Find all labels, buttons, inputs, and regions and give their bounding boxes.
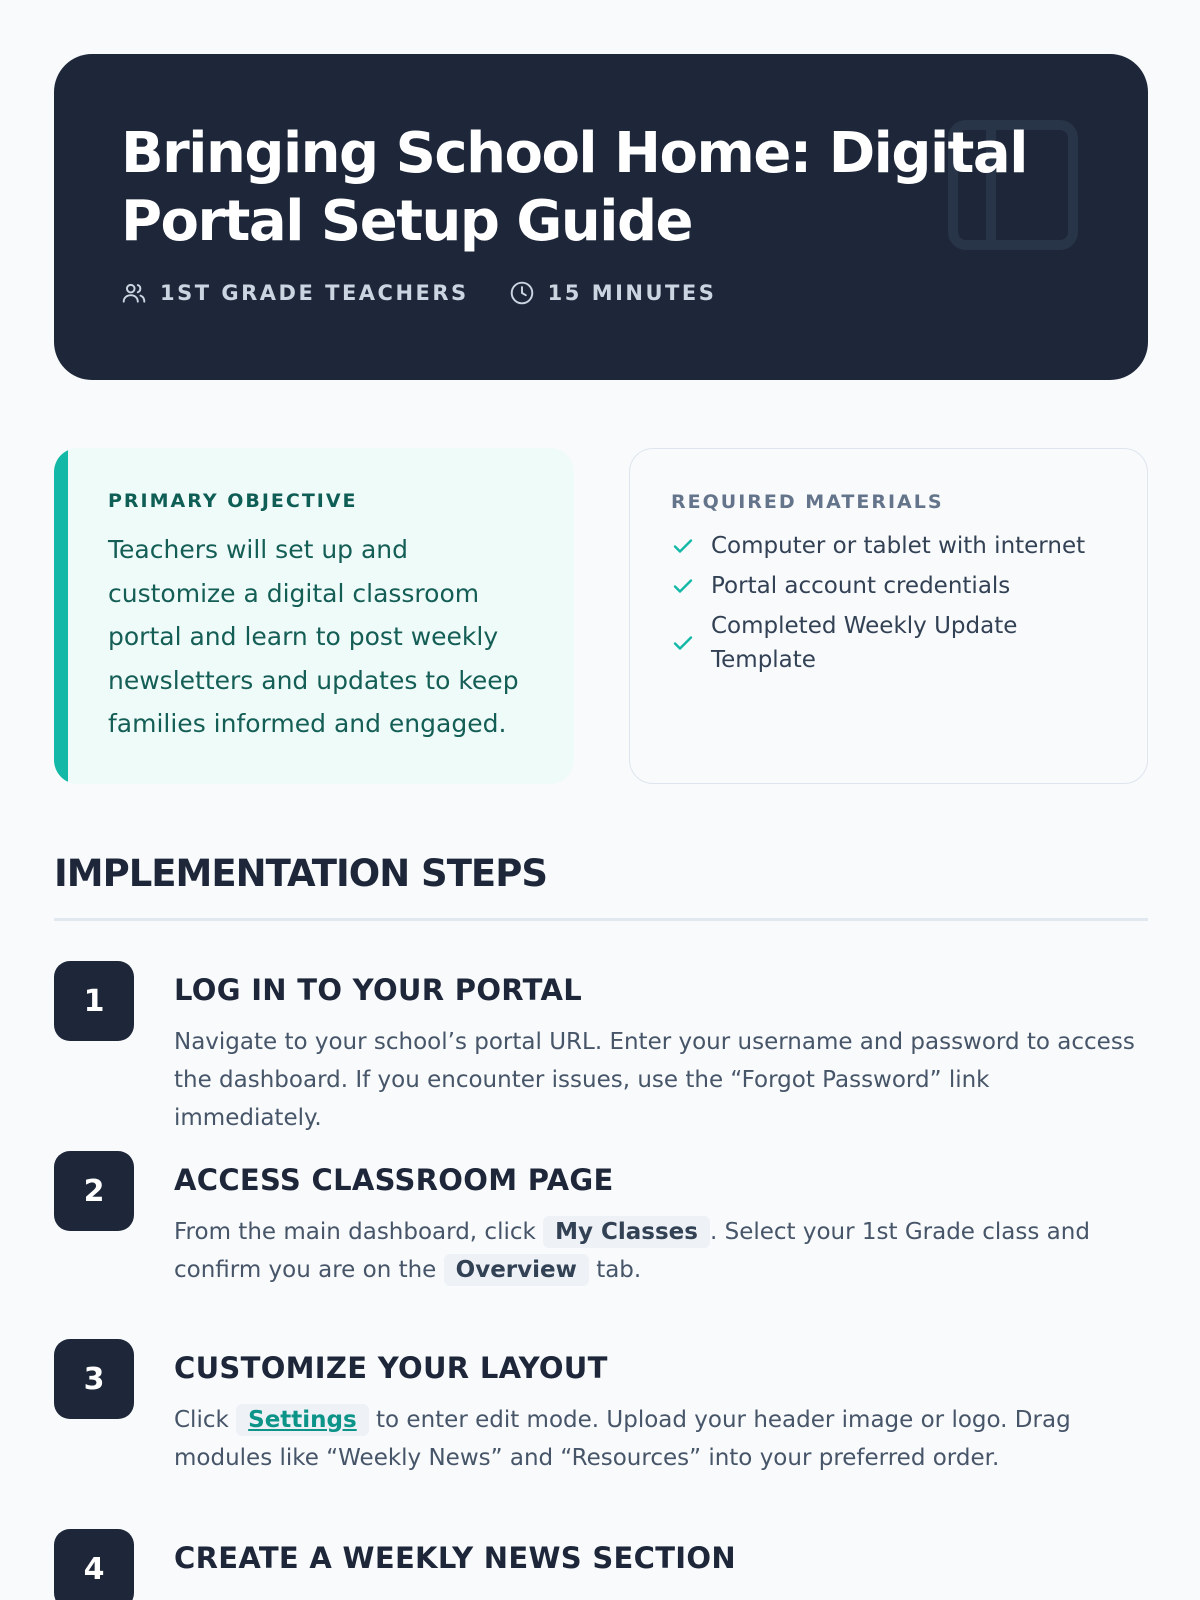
objective-card — [54, 448, 574, 784]
step-number: 1 — [54, 961, 134, 1041]
settings-link[interactable]: Settings — [236, 1404, 369, 1436]
step-description — [174, 1401, 1139, 1477]
check-icon — [671, 574, 695, 598]
objective-label: PRIMARY OBJECTIVE — [108, 490, 358, 512]
material-text: Computer or tablet with internet — [711, 533, 1086, 559]
step-description — [174, 1213, 1139, 1289]
list-item — [671, 609, 1111, 677]
step-description: Navigate to your school’s portal URL. Enter your username and password to access the dashboard. If you encounter issues, use the “Forgot Password” link immediately. — [174, 1029, 1135, 1131]
step-number: 4 — [54, 1529, 134, 1600]
step-number: 3 — [54, 1339, 134, 1419]
step-text: . Select your 1st Grade class and confirm you are on the — [174, 1219, 1090, 1283]
objective-text: Teachers will set up and customize a digital classroom portal and learn to post weekly newsletters and updates to keep families informed and engaged. — [108, 535, 519, 738]
check-icon — [671, 631, 695, 655]
overview-chip: Overview — [444, 1254, 589, 1286]
my-classes-chip: My Classes — [543, 1216, 710, 1248]
step-title: LOG IN TO YOUR PORTAL — [174, 973, 582, 1007]
materials-card — [629, 448, 1148, 784]
material-text: Portal account credentials — [711, 573, 1011, 599]
duration-label: 15 MINUTES — [547, 281, 717, 305]
materials-list — [671, 529, 1111, 683]
steps-heading: IMPLEMENTATION STEPS — [54, 852, 547, 895]
list-item — [671, 529, 1111, 563]
audience-meta — [121, 280, 469, 306]
page-title: Bringing School Home: Digital Portal Setup Guide — [121, 121, 1027, 254]
material-text: Completed Weekly Update Template — [711, 613, 1018, 673]
step-text: Click — [174, 1407, 229, 1433]
step-title: CUSTOMIZE YOUR LAYOUT — [174, 1351, 608, 1385]
hero-meta — [121, 280, 716, 306]
list-item — [671, 569, 1111, 603]
step-text: to enter edit mode. Upload your header image or logo. Drag modules like “Weekly News” and “Resources” into your preferred order. — [174, 1407, 1071, 1471]
step-text: From the main dashboard, click — [174, 1219, 536, 1245]
clock-icon — [509, 280, 535, 306]
section-divider — [54, 918, 1148, 921]
users-icon — [121, 280, 147, 306]
step-number: 2 — [54, 1151, 134, 1231]
objective-accent-bar — [54, 448, 68, 784]
duration-meta — [509, 280, 717, 306]
step-text: tab. — [596, 1257, 642, 1283]
check-icon — [671, 534, 695, 558]
audience-label: 1ST GRADE TEACHERS — [160, 281, 469, 305]
step-title: ACCESS CLASSROOM PAGE — [174, 1163, 614, 1197]
materials-label: REQUIRED MATERIALS — [671, 491, 944, 513]
hero-banner — [54, 54, 1148, 380]
step-title: CREATE A WEEKLY NEWS SECTION — [174, 1541, 736, 1575]
